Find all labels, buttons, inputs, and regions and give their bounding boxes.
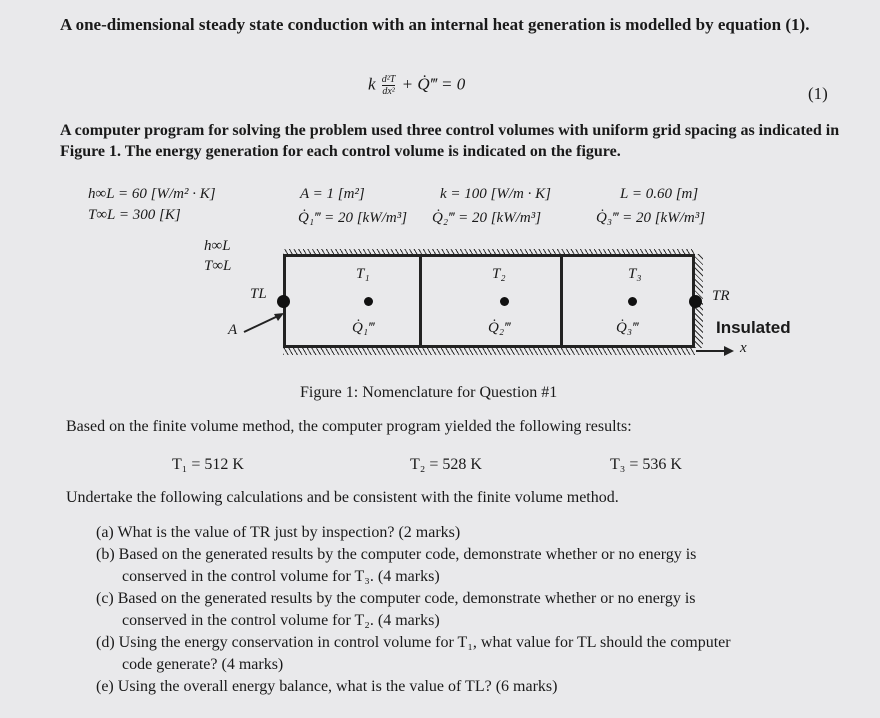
problem-paragraph: A computer program for solving the problem used three control volumes with uniform grid spacing as indicated in Figure 1. The energy generation for each control volume is indicated on the figure.	[60, 122, 840, 160]
insulated-label: Insulated	[716, 318, 791, 337]
question-line-cont: code generate? (4 marks)	[122, 656, 284, 673]
question-line-cont: conserved in the control volume for T₃. (4 marks)	[122, 568, 440, 585]
eq-k: k	[368, 74, 376, 94]
eq-rest: + Q̇‴ = 0	[401, 74, 466, 94]
param-q3: Q̇₃‴ = 20 [kW/m³]	[596, 210, 706, 226]
figure-caption: Figure 1: Nomenclature for Question #1	[300, 384, 558, 401]
question-e	[96, 676, 856, 698]
question-line: (a) What is the value of TR just by inspection? (2 marks)	[96, 524, 461, 541]
question-a	[96, 522, 856, 544]
fig-q2: Q̇₂‴	[488, 320, 511, 336]
x-axis-label: x	[740, 340, 747, 356]
question-line: (c) Based on the generated results by the computer code, demonstrate whether or no energy is	[96, 590, 696, 607]
question-line: (d) Using the energy conservation in control volume for T₁, what value for TL should the computer	[96, 634, 731, 651]
right-boundary-node	[689, 295, 702, 308]
question-line-cont: conserved in the control volume for T₂. (4 marks)	[122, 612, 440, 629]
question-b	[96, 544, 856, 588]
fig-t-label: T∞L	[204, 258, 232, 274]
question-d	[96, 632, 856, 676]
result-t1: T₁ = 512 K	[172, 456, 244, 473]
node-1	[364, 297, 373, 306]
equation-number: (1)	[808, 84, 828, 103]
result-t2: T₂ = 528 K	[410, 456, 482, 473]
param-l: L = 0.60 [m]	[620, 186, 699, 202]
instruction-text: Undertake the following calculations and be consistent with the finite volume method.	[66, 489, 619, 506]
intro-text: A one-dimensional steady state conduction with an internal heat generation is modelled by equation (1).	[60, 15, 810, 34]
fig-t2: T₂	[492, 266, 506, 282]
governing-equation	[368, 74, 465, 97]
results-intro: Based on the finite volume method, the computer program yielded the following results:	[66, 418, 632, 435]
param-h: h∞L = 60 [W/m² · K]	[88, 186, 216, 202]
x-axis-arrow-icon	[696, 344, 736, 358]
fig-t1: T₁	[356, 266, 370, 282]
fig-q3: Q̇₃‴	[616, 320, 639, 336]
question-c	[96, 588, 856, 632]
cv-divider-1	[419, 257, 422, 345]
fig-tr: TR	[712, 288, 730, 304]
left-boundary-node	[277, 295, 290, 308]
fig-t3: T₃	[628, 266, 642, 282]
fig-a-label: A	[228, 322, 238, 338]
question-line: (b) Based on the generated results by the computer code, demonstrate whether or no energy is	[96, 546, 697, 563]
eq-denominator: dx²	[382, 86, 395, 97]
param-q1: Q̇₁‴ = 20 [kW/m³]	[298, 210, 408, 226]
node-2	[500, 297, 509, 306]
bottom-wall-hatch	[283, 348, 695, 355]
eq-numerator: d²T	[381, 74, 396, 85]
fig-tl-label: TL	[250, 286, 267, 302]
param-t: T∞L = 300 [K]	[88, 207, 181, 223]
cv-divider-2	[560, 257, 563, 345]
param-q2: Q̇₂‴ = 20 [kW/m³]	[432, 210, 542, 226]
param-a: A = 1 [m²]	[300, 186, 365, 202]
fig-q1: Q̇₁‴	[352, 320, 375, 336]
eq-fraction	[382, 74, 396, 97]
question-line: (e) Using the overall energy balance, what is the value of TL? (6 marks)	[96, 678, 558, 695]
param-k: k = 100 [W/m · K]	[440, 186, 551, 202]
result-t3: T₃ = 536 K	[610, 456, 682, 473]
node-3	[628, 297, 637, 306]
fig-h-label: h∞L	[204, 238, 231, 254]
question-list	[96, 522, 856, 698]
